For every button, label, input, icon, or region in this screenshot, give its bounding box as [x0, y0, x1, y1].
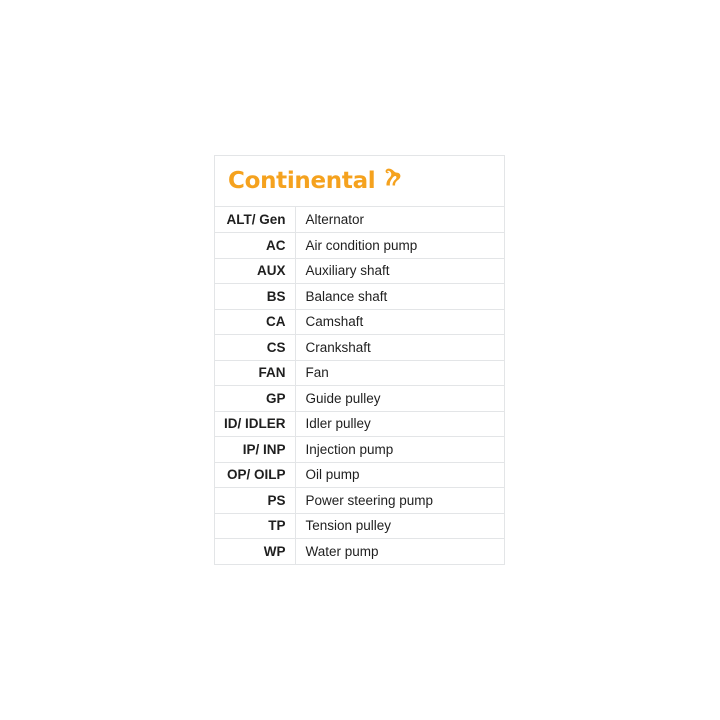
table-row [215, 258, 504, 284]
table-row [215, 488, 504, 514]
row-abbr: CA [215, 309, 295, 335]
row-desc: Oil pump [295, 462, 504, 488]
row-desc: Water pump [305, 544, 379, 559]
row-abbr: PS [215, 488, 295, 514]
row-abbr: FAN [215, 360, 295, 386]
row-abbr: IP/ INP [215, 437, 295, 463]
row-abbr: AC [215, 233, 295, 259]
table-row [215, 335, 504, 361]
row-abbr: GP [215, 386, 295, 412]
table-row [215, 207, 504, 233]
row-desc: Balance shaft [295, 284, 504, 310]
legend-card [214, 155, 505, 565]
row-desc: Alternator [295, 207, 504, 233]
row-abbr: CS [215, 335, 295, 361]
row-desc: Tension pulley [295, 513, 504, 539]
row-abbr: TP [215, 513, 295, 539]
continental-logo [228, 164, 406, 198]
row-abbr: WP [215, 539, 295, 565]
row-abbr: BS [215, 284, 295, 310]
row-desc: Power steering pump [295, 488, 504, 514]
row-abbr: AUX [215, 258, 295, 284]
abbreviation-table-body [215, 207, 504, 564]
row-abbr: ID/ IDLER [215, 411, 295, 437]
row-abbr: ALT/ Gen [215, 207, 295, 233]
row-desc: Camshaft [295, 309, 504, 335]
table-row [215, 284, 504, 310]
table-row [215, 411, 504, 437]
row-desc: Air condition pump [295, 233, 504, 259]
table-row [215, 360, 504, 386]
row-desc: Injection pump [295, 437, 504, 463]
table-row [215, 462, 504, 488]
row-desc: Idler pulley [295, 411, 504, 437]
horse-icon [380, 164, 406, 195]
row-desc: Guide pulley [295, 386, 504, 412]
row-desc: Crankshaft [295, 335, 504, 361]
table-row [215, 233, 504, 259]
abbreviation-table [215, 207, 504, 564]
table-row [215, 309, 504, 335]
table-row [215, 386, 504, 412]
brand-header [215, 156, 504, 207]
table-row [215, 539, 504, 565]
row-desc: Fan [295, 360, 504, 386]
row-desc: Auxiliary shaft [295, 258, 504, 284]
row-abbr: OP/ OILP [215, 462, 295, 488]
brand-wordmark: Continental [228, 167, 376, 194]
table-row [215, 513, 504, 539]
table-row [215, 437, 504, 463]
